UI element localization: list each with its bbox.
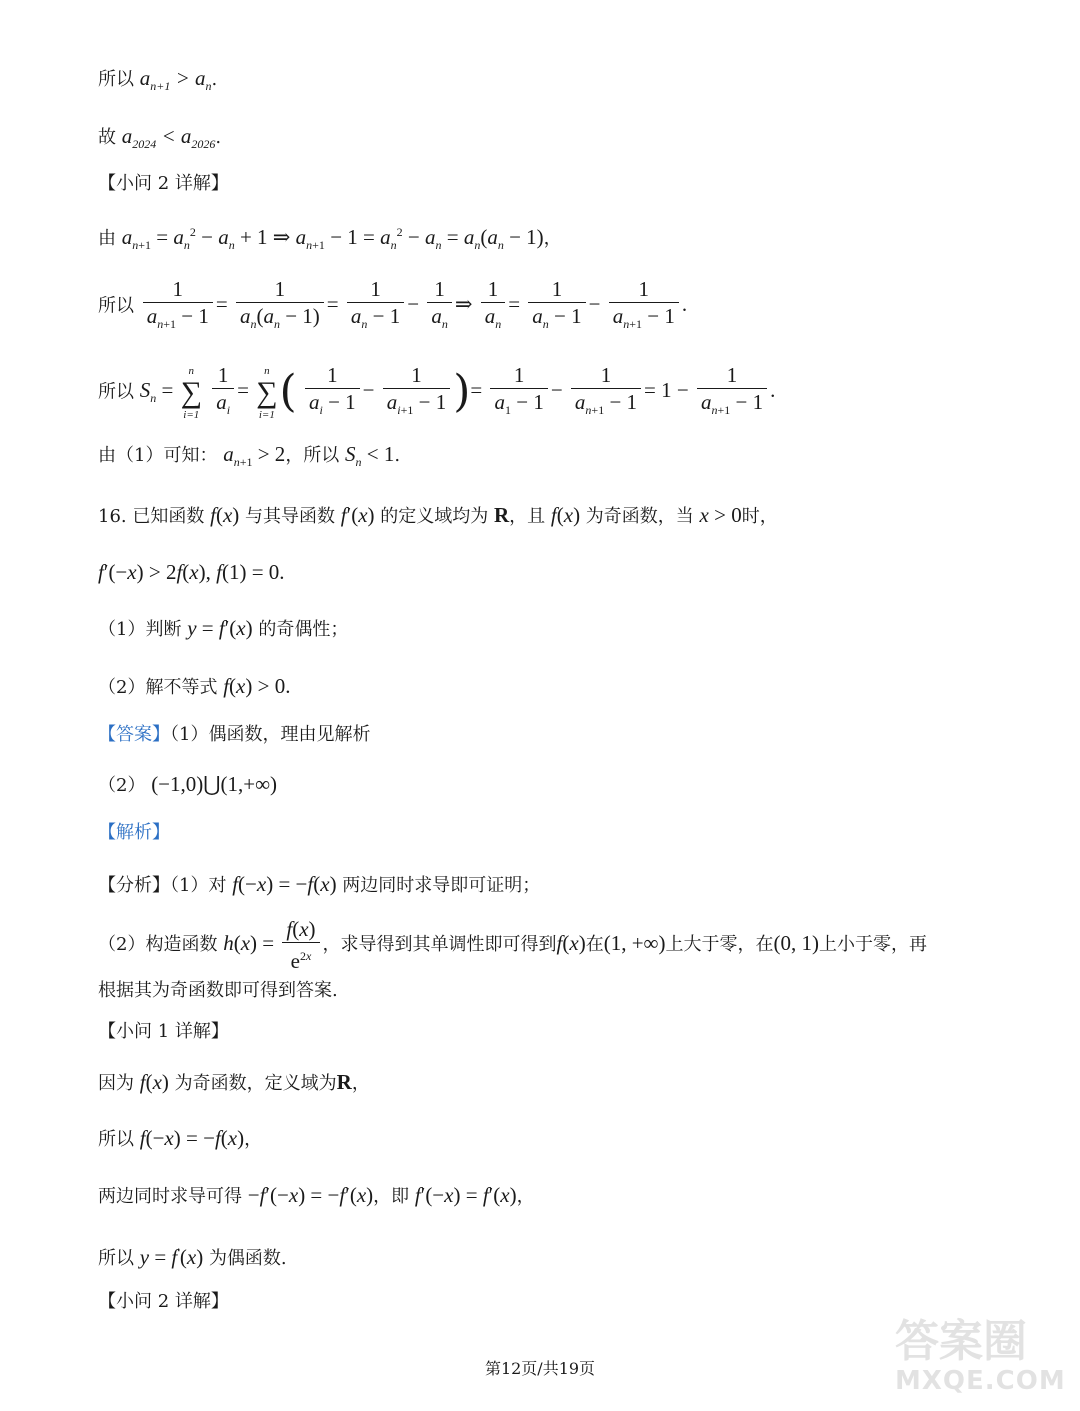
line-prefix: 故 xyxy=(98,127,116,148)
math-expression: f(x) > 0. xyxy=(223,674,291,698)
watermark-url: MXQE.COM xyxy=(895,1366,1066,1396)
text-line: 由 $a_{n+1} = a_n^2 - a_n + 1$ ⇒ $a_{n+1} - 1 = a_n^2 - a_n = a_n(a_n - 1)$， xyxy=(98,225,562,253)
text-line: 【答案】（1）偶函数，理由见解析 xyxy=(98,724,371,745)
text-line: 两边同时求导可得 −f′(−x) = −f′(x)，即 f′(−x) = f′(x)， xyxy=(98,1183,535,1207)
watermark-text: 答案圈 xyxy=(895,1316,1027,1367)
analysis-tag: 【解析】 xyxy=(98,822,170,843)
math-expression: x > 0 xyxy=(699,503,742,527)
text-line: （2）解不等式 f(x) > 0. xyxy=(98,674,291,698)
text-line: 所以 y = f′(x) 为偶函数. xyxy=(98,1245,287,1269)
math-expression: f′(−x) = f′(x) xyxy=(414,1183,517,1207)
problem-number: 16. xyxy=(98,506,127,527)
math-expression: $S_n$ = n ∑ i=1 $\frac{1}{a_i}$ = n ∑ i=1 ( $\frac{1}{a_i - 1}$ − $\frac{1}{a_{i+1} - 1}$ )= $\frac{1}{a_1 - 1}$ − $\frac{1}{a_{n+1} - 1}$ = 1 − $\frac{1}{a_{n+1} - 1}$ . xyxy=(139,363,776,421)
math-expression: (1, +∞) xyxy=(603,930,666,955)
section-heading: 【小问 1 详解】 xyxy=(98,1021,229,1042)
math-expression: y = f′(x) xyxy=(139,1245,204,1269)
set-symbol: R xyxy=(493,503,510,527)
math-expression: h(x) = $\frac{f(x)}{e^{2x}}$ xyxy=(223,931,322,955)
math-expression: −f′(−x) = −f′(x) xyxy=(247,1183,374,1207)
line-prefix: 所以 xyxy=(98,69,134,90)
line-prefix: 由 xyxy=(98,228,116,249)
math-expression: (−1,0)⋃(1,+∞) xyxy=(151,772,278,796)
math-expression: f′(x) xyxy=(340,503,375,527)
math-expression: $S_n < 1$ xyxy=(345,442,395,470)
math-expression: $a_{n+1} > a_n$ xyxy=(139,66,212,94)
text-line: 所以 f(−x) = −f(x)， xyxy=(98,1126,263,1150)
text-line: 根据其为奇函数即可得到答案. xyxy=(98,980,338,1001)
math-expression: f(x) xyxy=(550,503,581,527)
page-number: 第12页/共19页 xyxy=(484,1359,596,1378)
math-expression: $a_{n+1} > 2$ xyxy=(223,442,286,470)
text-line: 因为 f(x) 为奇函数，定义域为R， xyxy=(98,1070,370,1094)
text-line xyxy=(98,276,687,337)
text-line: （1）判断 y = f′(x) 的奇偶性； xyxy=(98,616,349,640)
math-expression: f(−x) = −f(x) xyxy=(232,872,337,896)
text-line: 由（1）可知： $a_{n+1} > 2$，所以 $S_n < 1$. xyxy=(98,442,401,470)
math-expression: f(x) xyxy=(556,930,586,955)
math-expression: $a_{n+1} = a_n^2 - a_n + 1$ ⇒ $a_{n+1} - 1 = a_n^2 - a_n = a_n(a_n - 1)$ xyxy=(121,225,544,253)
text-line xyxy=(98,362,775,423)
problem-stem: 16. 已知函数 f(x) 与其导函数 f′(x) 的定义域均为 R，且 f(x) 为奇函数，当 x > 0时， xyxy=(98,503,778,527)
line-prefix: 所以 xyxy=(98,295,134,317)
text-line: 故 $a_{2024} < a_{2026}$. xyxy=(98,124,222,152)
watermark-logo xyxy=(895,1318,1075,1408)
text-line: 【分析】（1）对 f(−x) = −f(x) 两边同时求导即可证明； xyxy=(98,872,541,896)
set-symbol: R xyxy=(336,1070,352,1094)
line-prefix: 所以 xyxy=(98,381,134,403)
math-expression: f(x) xyxy=(139,1070,169,1094)
math-expression: $\frac{1}{a_{n+1} - 1}$ = $\frac{1}{a_n(a_n - 1)}$ = $\frac{1}{a_n - 1}$ − $\frac{1}{a_n}$ ⇒ $\frac{1}{a_n}$ = $\frac{1}{a_n - 1}$ − $\frac{1}{a_{n+1} - 1}$ . xyxy=(140,292,687,316)
line-prefix: 由（1）可知： xyxy=(98,445,218,466)
math-expression: f′(−x) > 2f(x), f(1) = 0. xyxy=(98,560,285,584)
text-line: （2） (−1,0)⋃(1,+∞) xyxy=(98,772,278,796)
math-expression: f(−x) = −f(x) xyxy=(139,1126,245,1150)
text-line xyxy=(98,560,285,586)
answer-tag: 【答案】 xyxy=(98,724,170,745)
text-line: 所以 $a_{n+1} > a_n$. xyxy=(98,66,218,94)
math-expression: $a_{2024} < a_{2026}$ xyxy=(121,124,216,152)
math-expression: f(x) xyxy=(210,503,240,527)
text-line: （2）构造函数 h(x) = $\frac{f(x)}{e^{2x}}$ ，求导得到其单调性即可得到f(x)在(1, +∞)上大于零，在(0, 1)上小于零，再 xyxy=(98,917,928,973)
math-expression: y = f′(x) xyxy=(187,616,253,640)
section-heading: 【小问 2 详解】 xyxy=(98,173,229,194)
section-heading: 【小问 2 详解】 xyxy=(98,1291,229,1312)
math-expression: (0, 1) xyxy=(773,930,820,955)
